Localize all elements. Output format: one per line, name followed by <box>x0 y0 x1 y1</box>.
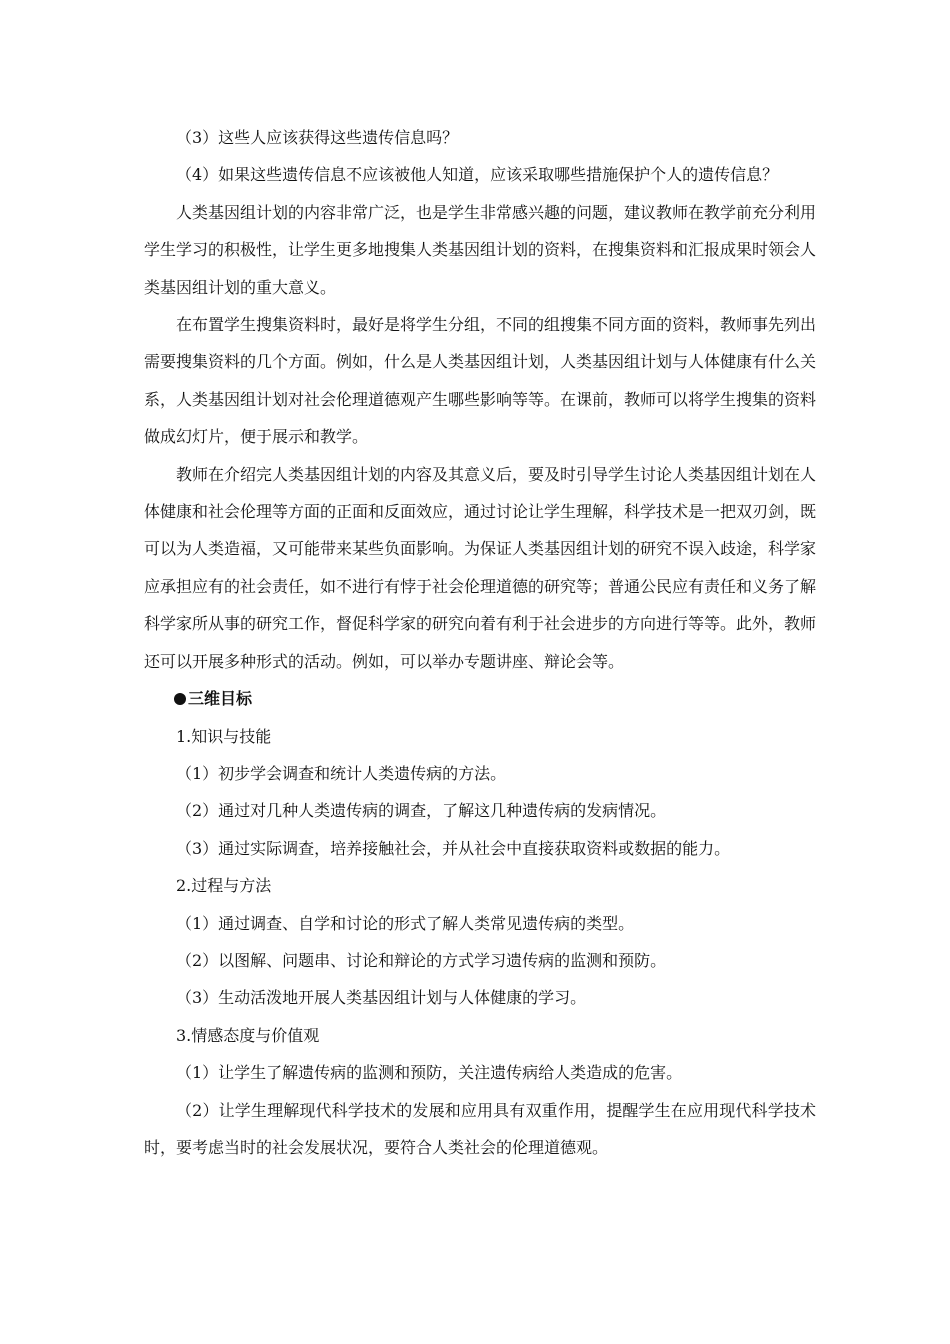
document-body <box>144 119 816 1166</box>
goal-knowledge-title: 1.知识与技能 <box>176 726 272 746</box>
section-heading-three-dimensional-goals <box>144 680 816 717</box>
bullet-icon <box>174 693 186 705</box>
question-4: （4）如果这些遗传信息不应该被他人知道，应该采取哪些措施保护个人的遗传信息？ <box>176 165 779 185</box>
paragraph-genome-project: 人类基因组计划的内容非常广泛，也是学生非常感兴趣的问题，建议教师在教学前充分利用学生学习的积极性，让学生更多地搜集人类基因组计划的资料，在搜集资料和汇报成果时领会人类基因组计划的重大意义。 <box>144 202 817 297</box>
paragraph-collect-materials: 在布置学生搜集资料时，最好是将学生分组，不同的组搜集不同方面的资料，教师事先列出需要搜集资料的几个方面。例如，什么是人类基因组计划，人类基因组计划与人体健康有什么关系，人类基因组计划对社会伦理道德观产生哪些影响等等。在课前，教师可以将学生搜集的资料做成幻灯片，便于展示和教学。 <box>144 315 817 447</box>
paragraph-discussion: 教师在介绍完人类基因组计划的内容及其意义后，要及时引导学生讨论人类基因组计划在人体健康和社会伦理等方面的正面和反面效应，通过讨论让学生理解，科学技术是一把双刃剑，既可以为人类造福，又可能带来某些负面影响。为保证人类基因组计划的研究不误入歧途，科学家应承担应有的社会责任，如不进行有悖于社会伦理道德的研究等；普通公民应有责任和义务了解科学家所从事的研究工作，督促科学家的研究向着有利于社会进步的方向进行等等。此外，教师还可以开展多种形式的活动。例如，可以举办专题讲座、辩论会等。 <box>144 464 817 671</box>
goal-process-item-1: （1）通过调查、自学和讨论的形式了解人类常见遗传病的类型。 <box>176 913 635 933</box>
goal-attitude-item-1: （1）让学生了解遗传病的监测和预防，关注遗传病给人类造成的危害。 <box>176 1063 683 1083</box>
goal-process-title: 2.过程与方法 <box>176 876 272 896</box>
goal-knowledge-item-2: （2）通过对几种人类遗传病的调查，了解这几种遗传病的发病情况。 <box>176 801 667 821</box>
section-title: 三维目标 <box>188 689 253 709</box>
goal-process-item-2: （2）以图解、问题串、讨论和辩论的方式学习遗传病的监测和预防。 <box>176 950 667 970</box>
goal-attitude-title: 3.情感态度与价值观 <box>176 1025 320 1045</box>
goal-knowledge-item-3: （3）通过实际调查，培养接触社会，并从社会中直接获取资料或数据的能力。 <box>176 838 731 858</box>
question-3: （3）这些人应该获得这些遗传信息吗？ <box>176 128 459 147</box>
goal-knowledge-item-1: （1）初步学会调查和统计人类遗传病的方法。 <box>176 763 507 783</box>
goal-attitude-item-2: （2）让学生理解现代科学技术的发展和应用具有双重作用，提醒学生在应用现代科学技术时，要考虑当时的社会发展状况，要符合人类社会的伦理道德观。 <box>144 1100 816 1157</box>
goal-process-item-3: （3）生动活泼地开展人类基因组计划与人体健康的学习。 <box>176 988 587 1008</box>
